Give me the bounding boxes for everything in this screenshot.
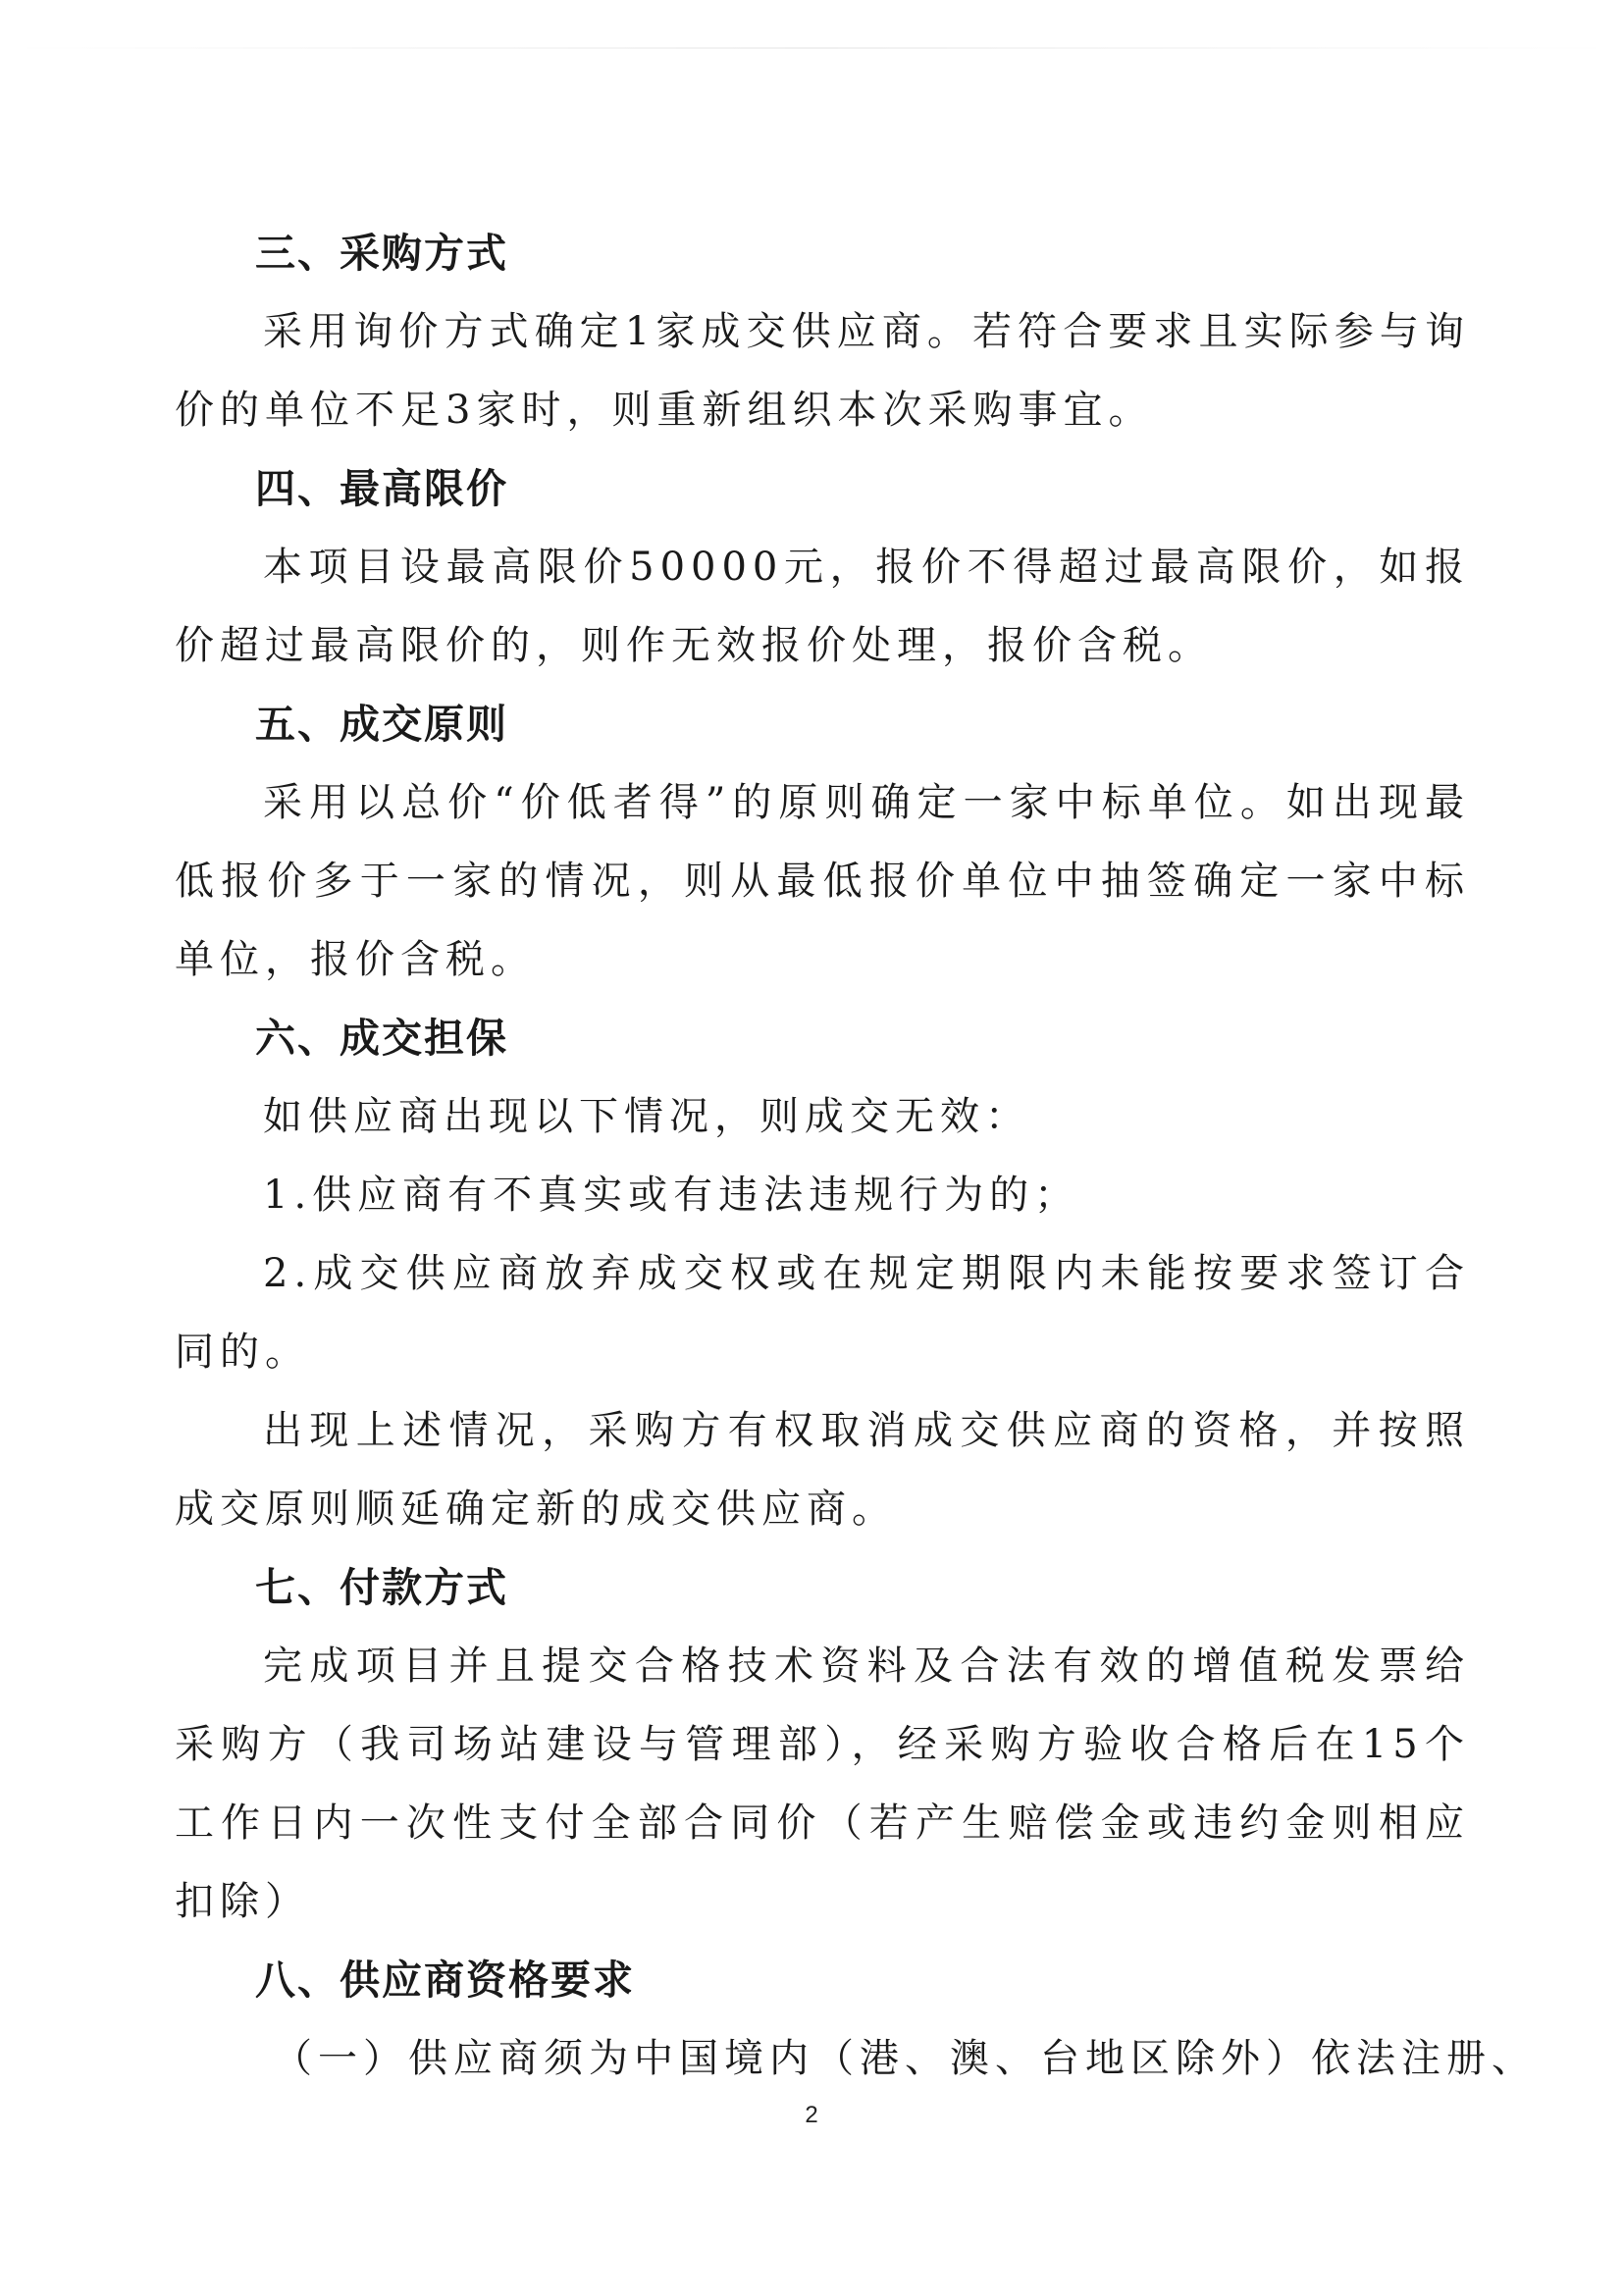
guarantee-list-item: 1.供应商有不真实或有违法违规行为的；	[263, 1173, 1080, 1218]
paragraph-payment-method: 完成项目并且提交合格技术资料及合法有效的增值税发票给采购方（我司场站建设与管理部），经采购方验收合格后在15个工作日内一次性支付全部合同价（若产生赔偿金或违约金则相应扣除）	[175, 1644, 1470, 1924]
guarantee-list-item: 2.成交供应商放弃成交权或在规定期限内未能按要求签订合同的。	[175, 1251, 1470, 1375]
section-heading-procurement-method: 三、采购方式	[255, 230, 508, 277]
section-heading-supplier-qualification: 八、供应商资格要求	[255, 1957, 635, 2004]
section-heading-award-principle: 五、成交原则	[255, 701, 508, 748]
document-body	[175, 214, 1537, 2098]
paragraph-procurement-method: 采用询价方式确定1家成交供应商。若符合要求且实际参与询价的单位不足3家时，则重新组织本次采购事宜。	[175, 309, 1470, 433]
paragraph-max-price: 本项目设最高限价50000元，报价不得超过最高限价，如报价超过最高限价的，则作无效报价处理，报价含税。	[175, 545, 1470, 668]
paragraph-guarantee-intro: 如供应商出现以下情况，则成交无效：	[263, 1094, 1030, 1139]
paragraph-guarantee-closing: 出现上述情况，采购方有权取消成交供应商的资格，并按照成交原则顺延确定新的成交供应商。	[175, 1408, 1470, 1532]
section-heading-payment-method: 七、付款方式	[255, 1564, 508, 1611]
paragraph-award-principle: 采用以总价“价低者得”的原则确定一家中标单位。如出现最低报价多于一家的情况，则从最低报价单位中抽签确定一家中标单位，报价含税。	[175, 780, 1470, 982]
page-number: 2	[805, 2102, 818, 2128]
scan-edge-shadow	[0, 47, 1623, 49]
section-heading-max-price: 四、最高限价	[255, 465, 508, 512]
qualification-sub-item: （一）供应商须为中国境内（港、澳、台地区除外）依法注册、	[273, 2036, 1537, 2081]
section-heading-award-guarantee: 六、成交担保	[255, 1015, 508, 1062]
